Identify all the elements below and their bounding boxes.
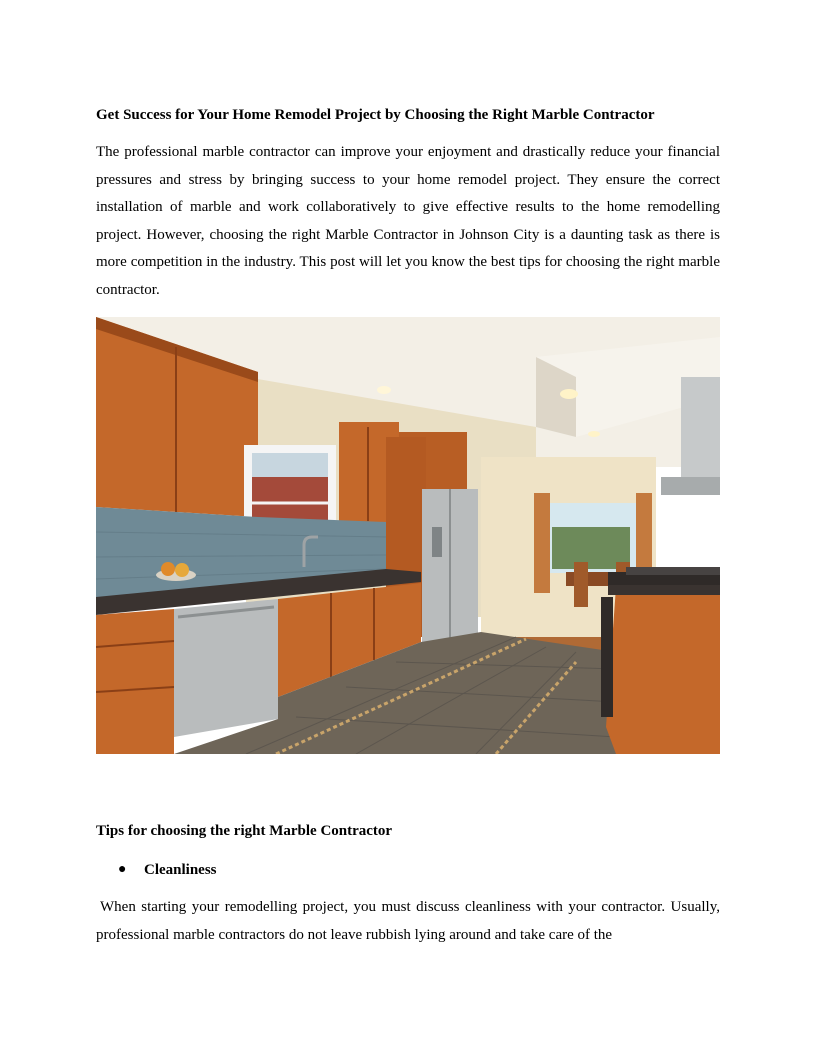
list-item <box>96 861 217 879</box>
document-title: Get Success for Your Home Remodel Project by Choosing the Right Marble Contractor <box>96 107 655 123</box>
section-title: Tips for choosing the right Marble Contractor <box>96 823 393 839</box>
bullet-icon: ● <box>118 862 127 877</box>
bullet-label: Cleanliness <box>144 862 217 878</box>
tips-list <box>96 861 217 879</box>
intro-paragraph: The professional marble contractor can improve your enjoyment and drastically reduce your financial pressures and stress by bringing success to your home remodel project. They ensure the correct installation of marble and work collaboratively to give effective results to the home remodelling project. However, choosing the right Marble Contractor in Johnson City is a daunting task as there is more competition in the industry. This post will let you know the best tips for choosing the right marble contractor. <box>96 144 720 298</box>
kitchen-photo <box>96 317 720 754</box>
cleanliness-paragraph: When starting your remodelling project, you must discuss cleanliness with your contractor. Usually, professional marble contractors do not leave rubbish lying around and take care of the <box>96 899 720 943</box>
